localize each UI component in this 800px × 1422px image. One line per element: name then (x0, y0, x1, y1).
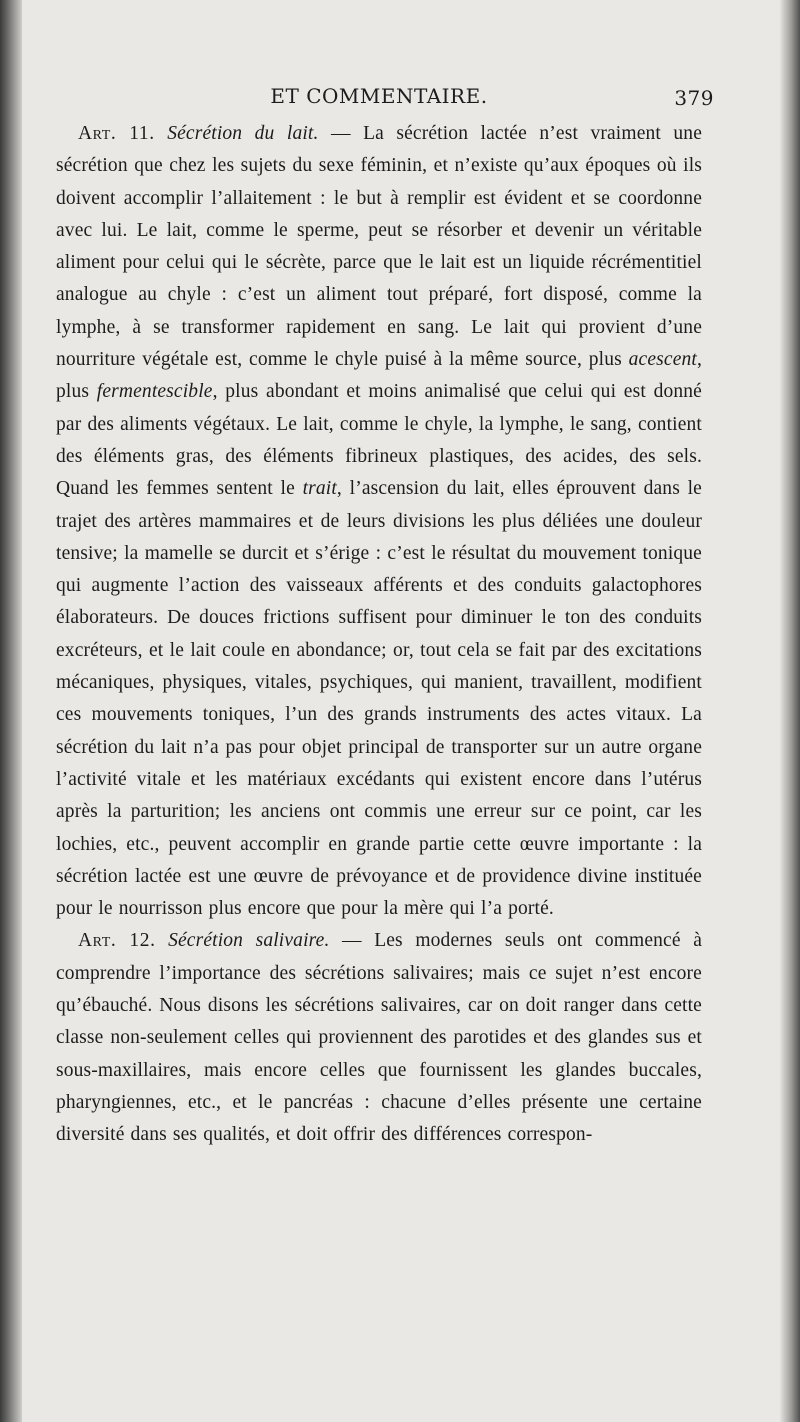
article-11-text-2: , plus (56, 349, 702, 403)
article-11-italic-trait: trait (302, 478, 337, 500)
article-11-italic-fermentescible: fermentescible (96, 381, 213, 403)
article-11-title: Sécrétion du lait. (167, 123, 319, 144)
running-head-title: ET COMMENTAIRE. (270, 84, 488, 108)
article-12-text-1: — Les modernes seuls ont commencé à comprendre l’importance des sécrétions salivaires; mais ce sujet n’est encore qu’ébauché. Nous disons les sécrétions salivaires, car on doit ranger dans cette classe non-seulement celles qui proviennent des parotides et des glandes sus et sous-maxillaires, mais encore celles que fournissent les glandes buccales, pharyngiennes, etc., et le pancréas : chacune d’elles présente une certaine diversité dans ses qualités, et doit offrir des différences correspon- (56, 930, 702, 1146)
page-body (56, 84, 714, 1152)
paragraph-article-12 (56, 925, 702, 1151)
left-page-edge-shadow (0, 0, 22, 1422)
paragraph-article-11 (56, 118, 702, 925)
article-11-text-4: , l’ascension du lait, elles éprouvent dans le trajet des artères mammaires et de leurs divisions les plus déliées une douleur tensive; la mamelle se durcit et s’érige : c’est le résultat du mouvement tonique qui augmente l’action des vaisseaux afférents et des conduits galactophores élaborateurs. De douces frictions suffisent pour diminuer le ton des conduits excréteurs, et le lait coule en abondance; or, tout cela se fait par des excitations mécaniques, physiques, vitales, psychiques, qui manient, travaillent, modifient ces mouvements toniques, l’un des grands instruments des actes vitaux. La sécrétion du lait n’a pas pour objet principal de transporter sur un autre organe l’activité vitale et les matériaux excédants qui existent encore dans l’utérus après la parturition; les anciens ont commis une erreur sur ce point, car les lochies, etc., peuvent accomplir en grande partie cette œuvre importante : la sécrétion lactée est une œuvre de prévoyance et de providence divine instituée pour le nourrisson plus encore que pour la mère qui l’a porté. (56, 478, 702, 920)
article-11-italic-acescent: acescent (628, 349, 697, 371)
article-12-label: Art. 12. (78, 930, 156, 952)
article-11-label: Art. 11. (78, 123, 155, 144)
article-11-text-1: — La sécrétion lactée n’est vraiment une sécrétion que chez les sujets du sexe féminin, et n’existe qu’aux époques où ils doivent accomplir l’allaitement : le but à remplir est évident et se coordonne avec lui. Le lait, comme le sperme, peut se résorber et devenir un véritable aliment pour celui qui le sécrète, parce que le lait est un liquide récrémentitiel analogue au chyle : c’est un aliment tout préparé, fort disposé, comme la lymphe, à se transformer rapidement en sang. Le lait qui provient d’une nourriture végétale est, comme le chyle puisé à la même source, plus (56, 123, 703, 371)
right-page-edge-shadow (780, 0, 800, 1422)
running-head (56, 84, 714, 118)
page-number: 379 (674, 86, 714, 110)
article-12-title: Sécrétion salivaire. (168, 930, 330, 952)
article-11-text-3: , plus abondant et moins animalisé que celui qui est donné par des aliments végétaux. Le lait, comme le chyle, la lymphe, le sang, contient des éléments gras, des éléments fibrineux plastiques, des acides, des sels. Quand les femmes sentent le (56, 381, 702, 500)
